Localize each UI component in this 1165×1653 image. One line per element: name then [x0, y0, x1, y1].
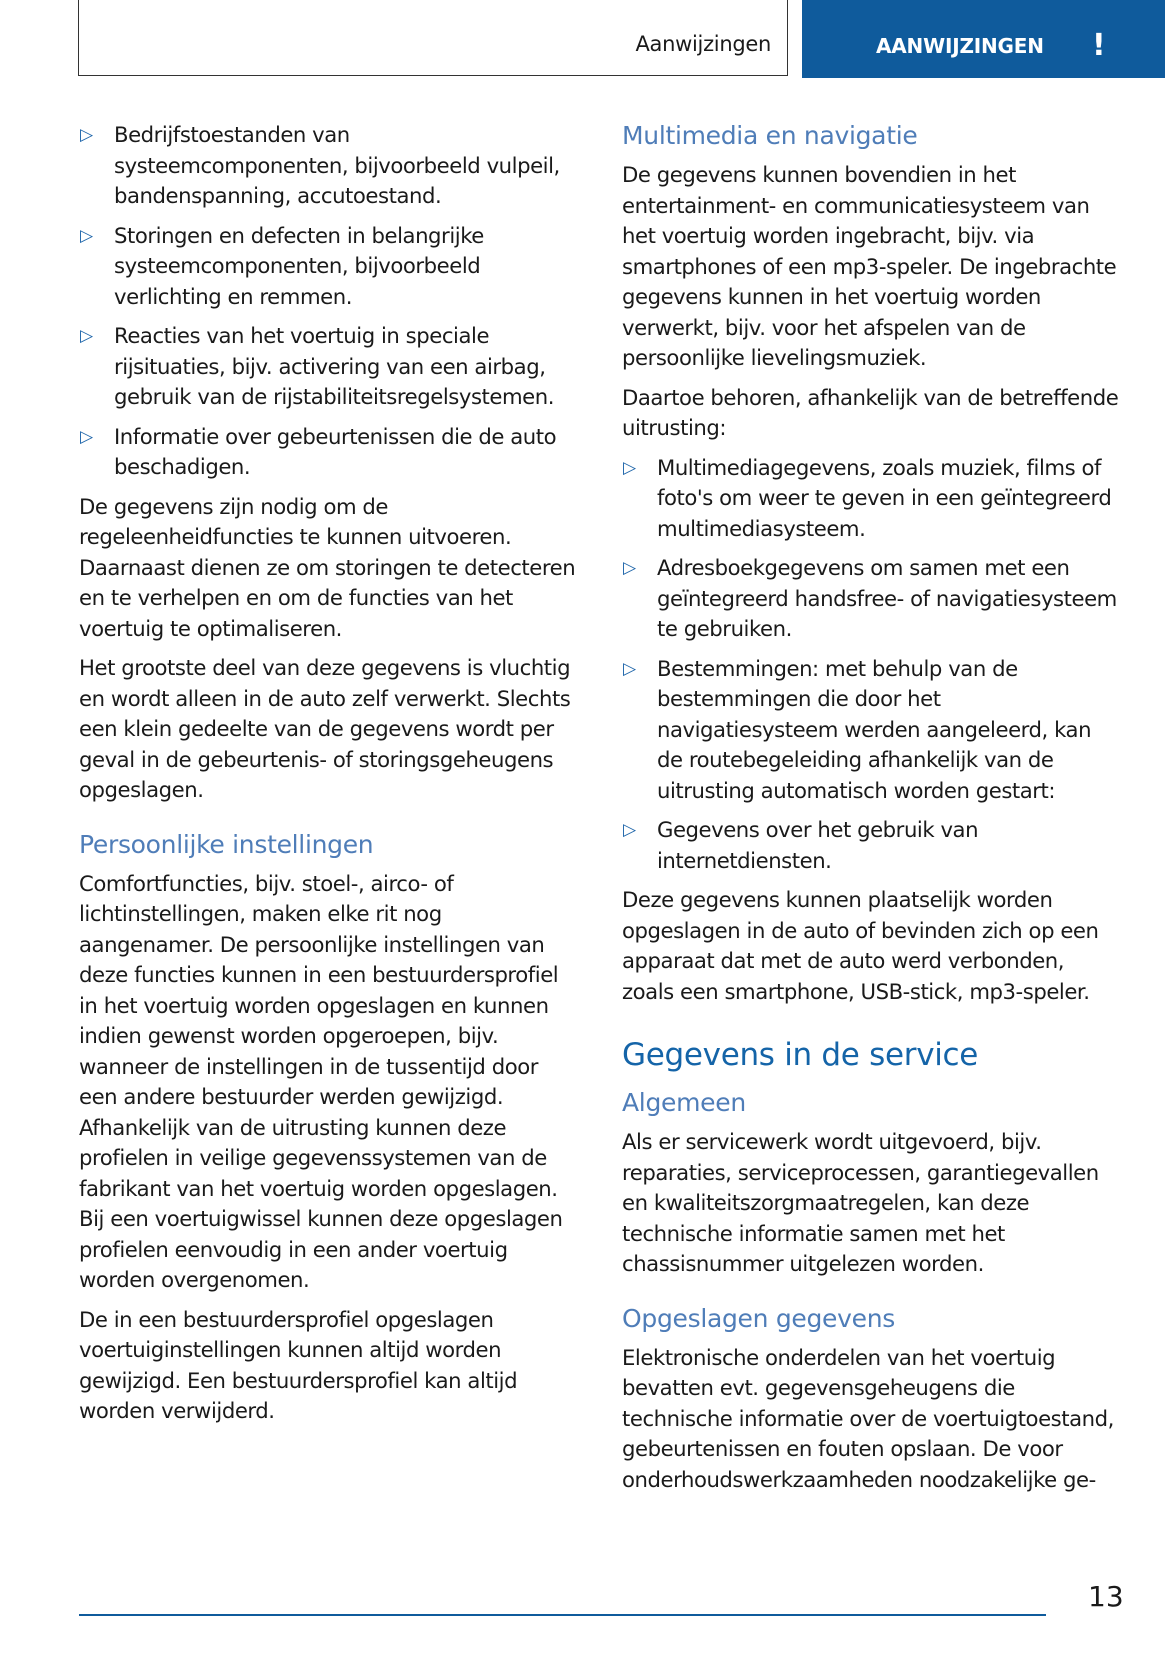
triangle-bullet-icon: ▷	[623, 457, 636, 478]
list-item: ▷ Reacties van het voertuig in speciale rijsituaties, bijv. activering van een airbag, gebruik van de rijstabiliteitsregelsystemen.	[80, 323, 555, 409]
list-item: ▷ Bedrijfstoestanden van systeemcomponenten, bijvoorbeeld vulpeil, bandenspanning, accutoestand.	[80, 122, 560, 208]
triangle-bullet-icon: ▷	[80, 225, 93, 246]
chapter-tab	[802, 0, 1165, 78]
triangle-bullet-icon: ▷	[623, 820, 636, 840]
section-heading: Multimedia en navigatie	[622, 121, 918, 150]
triangle-bullet-icon: ▷	[80, 326, 93, 346]
list-item: ▷ Gegevens over het gebruik van internetdiensten.	[623, 817, 979, 873]
chapter-label: Aanwijzingen	[635, 32, 771, 56]
page-number: 13	[1088, 1580, 1124, 1613]
paragraph: De gegevens kunnen bovendien in het entertainment- en communicatiesysteem van het voertuig worden ingebracht, bijv. via smartphones of een mp3-speler. De ingebrachte gegevens kunnen in het voertuig worden verwerkt, bijv. voor het afspelen van de persoonlijke lievelingsmuziek.	[622, 162, 1117, 370]
paragraph: Als er servicewerk wordt uitgevoerd, bijv. reparaties, serviceprocessen, garantiegevallen en kwaliteitszorgmaatregelen, kan deze technische informatie samen met het chassisnummer uitgelezen worden.	[622, 1129, 1099, 1276]
paragraph: Deze gegevens kunnen plaatselijk worden opgeslagen in de auto of bevinden zich op een apparaat dat met de auto werd verbonden, zoals een smartphone, USB-stick, mp3-speler.	[622, 887, 1099, 1004]
list-item: ▷ Informatie over gebeurtenissen die de auto beschadigen.	[80, 423, 557, 479]
paragraph: Elektronische onderdelen van het voertuig bevatten evt. gegevensgeheugens die technische informatie over de voertuigtoestand, gebeurtenissen en fouten opslaan. De voor onderhoudswerkzaamheden noodzakelijke ge-	[622, 1344, 1114, 1492]
bullet-list	[622, 453, 1122, 877]
paragraph: Comfortfuncties, bijv. stoel-, airco- of lichtinstellingen, maken elke rit nog aangenamer. De persoonlijke instellingen van deze functies kunnen in een bestuurdersprofiel in het voertuig worden opgeslagen en kunnen indien gewenst worden opgeroepen, bijv. wanneer de instellingen in de tussentijd door een andere bestuurder werden gewijzigd. Afhankelijk van de uitrusting kunnen deze profielen in veilige gegevenssystemen van de fabrikant van het voertuig worden opgeslagen. Bij een voertuigwissel kunnen deze opgeslagen profielen eenvoudig in een ander voertuig worden overgenomen.	[79, 870, 563, 1292]
chapter-tab-label: AANWIJZINGEN	[876, 34, 1044, 58]
section-heading: Algemeen	[622, 1088, 746, 1117]
paragraph: Het grootste deel van deze gegevens is vluchtig en wordt alleen in de auto zelf verwerkt. Slechts een klein gedeelte van de gegevens wordt per geval in de gebeurtenis- of storingsgeheugens opgeslagen.	[79, 655, 571, 802]
list-item: ▷ Adresboekgegevens om samen met een geïntegreerd handsfree- of navigatiesysteem te gebruiken.	[623, 555, 1117, 641]
exclamation-icon: !	[1092, 28, 1106, 63]
header-chapter-box	[78, 0, 788, 76]
triangle-bullet-icon: ▷	[80, 426, 93, 447]
triangle-bullet-icon: ▷	[623, 658, 636, 679]
triangle-bullet-icon: ▷	[80, 125, 93, 145]
paragraph: Daartoe behoren, afhankelijk van de betreffende uitrusting:	[622, 384, 1119, 440]
section-heading: Persoonlijke instellingen	[79, 829, 374, 859]
section-heading: Opgeslagen gegevens	[622, 1303, 895, 1333]
paragraph: De in een bestuurdersprofiel opgeslagen voertuiginstellingen kunnen altijd worden gewijzigd. Een bestuurdersprofiel kan altijd worden verwijderd.	[79, 1306, 518, 1423]
triangle-bullet-icon: ▷	[623, 558, 636, 578]
chapter-section-heading: Gegevens in de service	[622, 1037, 979, 1073]
left-column	[79, 120, 579, 1436]
list-item: ▷ Storingen en defecten in belangrijke systeemcomponenten, bijvoorbeeld verlichting en remmen.	[80, 222, 484, 309]
list-item: ▷ Bestemmingen: met behulp van de bestemmingen die door het navigatiesysteem werden aangeleerd, kan de routebegeleiding afhankelijk van de uitrusting automatisch worden gestart:	[623, 655, 1092, 803]
bullet-list	[79, 120, 579, 483]
right-column	[622, 120, 1122, 1504]
footer-divider	[79, 1614, 1046, 1616]
list-item: ▷ Multimediagegevens, zoals muziek, films of foto's om weer te geven in een geïntegreerd multimediasysteem.	[623, 454, 1112, 541]
paragraph: De gegevens zijn nodig om de regeleenheidfuncties te kunnen uitvoeren. Daarnaast dienen ze om storingen te detecteren en te verhelpen en om de functies van het voertuig te optimaliseren.	[79, 493, 576, 641]
